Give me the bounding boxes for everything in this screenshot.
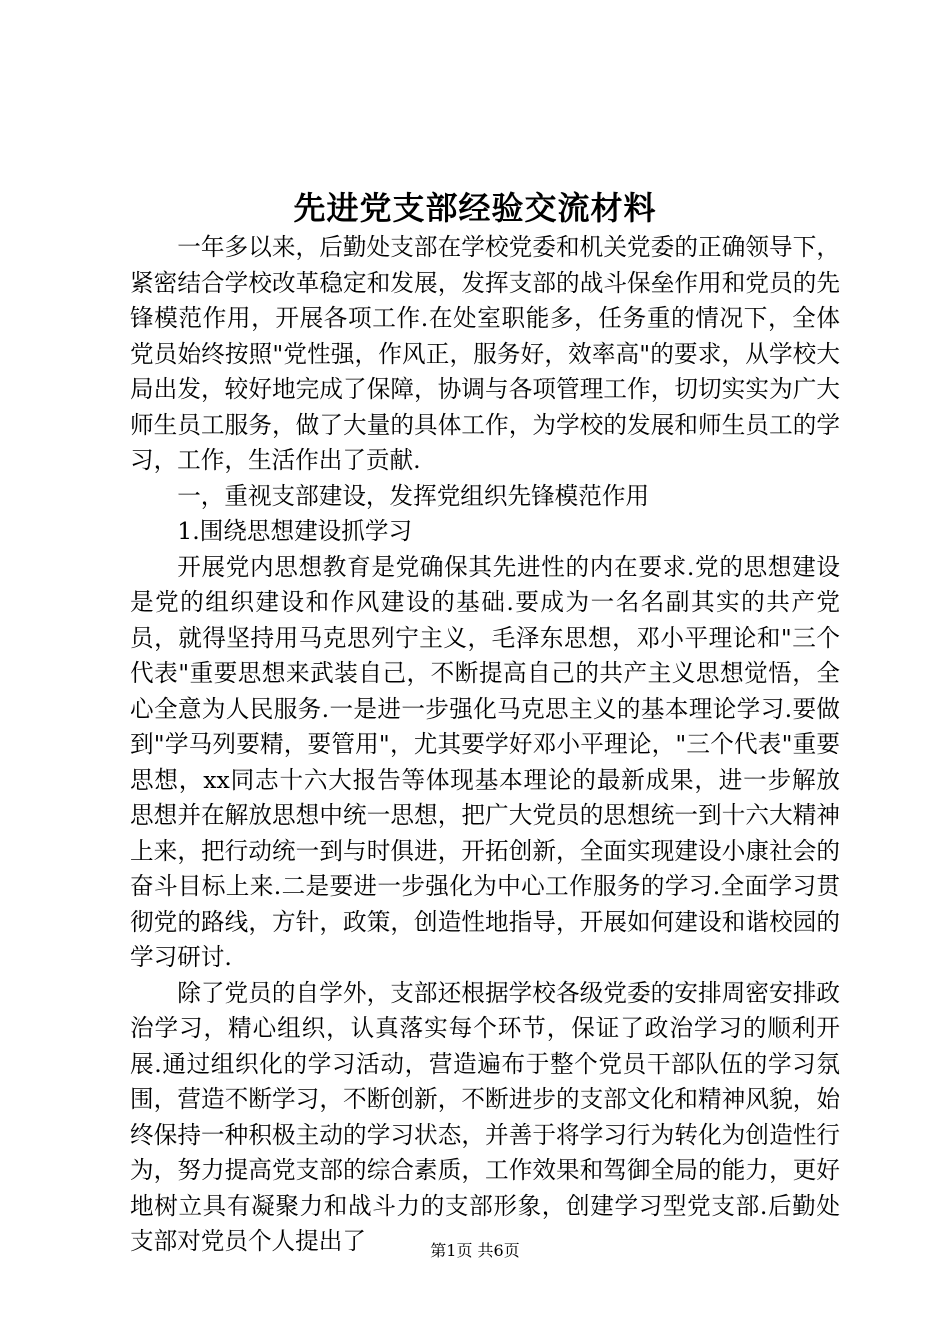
page-footer: 第1页 共6页 (430, 1241, 520, 1260)
document-title: 先进党支部经验交流材料 (293, 189, 657, 227)
paragraph-study: 除了党员的自学外，支部还根据学校各级党委的安排周密安排政治学习，精心组织，认真落实每个环节，保证了政治学习的顺利开展.通过组织化的学习活动，营造遍布于整个党员干部队伍的学习氛围，营造不断学习，不断创新，不断进步的支部文化和精神风貌，始终保持一种积极主动的学习状态，并善于将学习行为转化为创造性行为，努力提高党支部的综合素质，工作效果和驾御全局的能力，更好地树立具有凝聚力和战斗力的支部形象，创建学习型党支部.后勤处支部对党员个人提出了 (130, 978, 840, 1255)
paragraph-ideology: 开展党内思想教育是党确保其先进性的内在要求.党的思想建设是党的组织建设和作风建设的基础.要成为一名名副其实的共产党员，就得坚持用马克思列宁主义，毛泽东思想，邓小平理论和"三个代表"重要思想来武装自己，不断提高自己的共产主义思想觉悟，全心全意为人民服务.一是进一步强化马克思主义的基本理论学习.要做到"学马列要精，要管用"，尤其要学好邓小平理论，"三个代表"重要思想，xx同志十六大报告等体现基本理论的最新成果，进一步解放思想并在解放思想中统一思想，把广大党员的思想统一到十六大精神上来，把行动统一到与时俱进，开拓创新，全面实现建设小康社会的奋斗目标上来.二是要进一步强化为中心工作服务的学习.全面学习贯彻党的路线，方针，政策，创造性地指导，开展如何建设和谐校园的学习研讨. (130, 552, 840, 971)
subsection-heading: 1.围绕思想建设抓学习 (177, 517, 413, 545)
section-heading: 一，重视支部建设，发挥党组织先锋模范作用 (177, 481, 650, 510)
paragraph-intro: 一年多以来，后勤处支部在学校党委和机关党委的正确领导下，紧密结合学校改革稳定和发展，发挥支部的战斗保垒作用和党员的先锋模范作用，开展各项工作.在处室职能多，任务重的情况下，全体党员始终按照"党性强，作风正，服务好，效率高"的要求，从学校大局出发，较好地完成了保障，协调与各项管理工作，切切实实为广大师生员工服务，做了大量的具体工作，为学校的发展和师生员工的学习，工作，生活作出了贡献. (130, 233, 840, 474)
document-body (130, 230, 840, 1260)
